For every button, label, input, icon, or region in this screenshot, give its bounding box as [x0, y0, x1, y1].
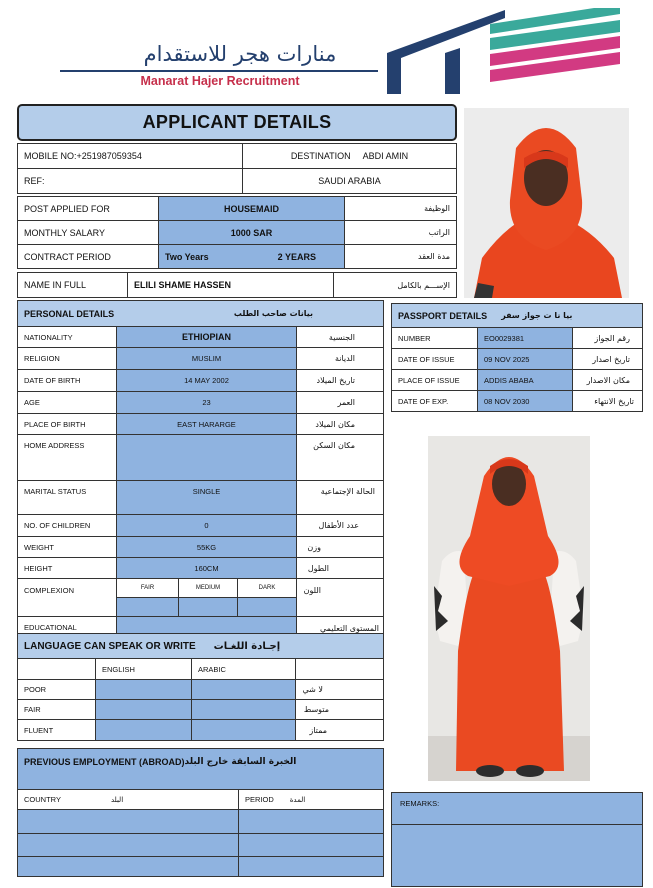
salary-value: 1000 SAR	[230, 227, 273, 238]
complexion-ar-cell	[296, 578, 384, 617]
post-label-cell	[17, 196, 159, 221]
age-value: 23	[202, 398, 211, 407]
passport-expiry-label: DATE OF EXP.	[398, 396, 449, 406]
lang-fair-label: FAIR	[24, 705, 41, 714]
destination-label: DESTINATION	[290, 151, 351, 161]
lang-poor-ar-cell	[295, 679, 384, 700]
children-label: NO. OF CHILDREN	[24, 521, 91, 530]
destination-value: ABDI AMIN	[362, 151, 409, 161]
lang-fair-ar: متوسط	[303, 705, 329, 714]
employment-country-label: COUNTRY	[24, 795, 61, 804]
complexion-fair-label: FAIR	[140, 585, 155, 591]
complexion-fair-box	[116, 597, 179, 617]
nationality-value-cell	[116, 326, 297, 348]
language-english-header	[95, 658, 192, 680]
logo-underline	[60, 70, 378, 72]
language-ar-header-cell	[295, 658, 384, 680]
nationality-ar: الجنسية	[328, 332, 355, 342]
nationality-ar-cell	[296, 326, 384, 348]
height-ar-cell	[296, 557, 384, 579]
passport-number-ar-cell	[572, 327, 643, 349]
complexion-medium-header	[178, 578, 238, 598]
passport-expiry-label-cell	[391, 390, 478, 412]
complexion-label: COMPLEXION	[24, 586, 75, 595]
education-label-cell	[17, 616, 117, 634]
passport-issue-place-label-cell	[391, 369, 478, 391]
complexion-medium-box	[178, 597, 238, 617]
lang-fair-english	[95, 699, 192, 720]
passport-header-ar: بيا نا ت جواز سفر	[501, 311, 573, 320]
mobile-number: MOBILE NO:+251987059354	[24, 151, 142, 161]
lang-fair-ar-cell	[295, 699, 384, 720]
passport-expiry-ar: تاريخ الانتهاء	[594, 396, 634, 406]
applicant-name: ELILI SHAME HASSEN	[134, 280, 232, 290]
passport-number-value-cell	[477, 327, 573, 349]
company-logo	[55, 40, 625, 95]
employment-row-2-period	[238, 833, 384, 857]
marital-label-cell	[17, 480, 117, 515]
address-label: HOME ADDRESS	[24, 441, 85, 450]
post-label: POST APPLIED FOR	[24, 203, 110, 214]
contract-ar: مدة العقد	[418, 252, 450, 261]
lang-fluent-arabic	[191, 719, 296, 741]
complexion-dark-box	[237, 597, 297, 617]
marital-ar-cell	[296, 480, 384, 515]
pob-value: EAST HARARGE	[177, 419, 236, 429]
lang-fluent-label: FLUENT	[24, 725, 54, 735]
employment-period-ar: المدة	[289, 795, 306, 804]
weight-ar: وزن	[307, 542, 321, 552]
address-ar-cell	[296, 434, 384, 481]
lang-fluent-ar-cell	[295, 719, 384, 741]
height-value-cell	[116, 557, 297, 579]
employment-header-ar: الخبرة السابقة خارج البلد	[184, 757, 297, 767]
nationality-value: ETHIOPIAN	[181, 332, 231, 342]
contract-label: CONTRACT PERIOD	[24, 251, 111, 262]
post-value-cell	[158, 196, 345, 221]
marital-label: MARITAL STATUS	[24, 487, 87, 496]
contract-value-right: 2 YEARS	[277, 251, 316, 262]
passport-number-label: NUMBER	[398, 333, 431, 343]
children-label-cell	[17, 514, 117, 537]
name-value-cell	[127, 272, 334, 298]
passport-header-text: PASSPORT DETAILS	[398, 310, 488, 321]
applicant-full-photo	[428, 436, 590, 781]
english-column-label: ENGLISH	[102, 664, 135, 674]
complexion-fair-header	[116, 578, 179, 598]
lang-poor-ar: لا شي	[302, 685, 323, 694]
passport-header	[391, 303, 643, 328]
name-ar-cell	[333, 272, 457, 298]
age-label-cell	[17, 391, 117, 414]
height-label: HEIGHT	[24, 563, 53, 573]
education-label: EDUCATIONAL	[24, 623, 77, 632]
religion-value-cell	[116, 347, 297, 370]
height-ar: الطول	[307, 563, 329, 573]
pob-ar-cell	[296, 413, 384, 435]
employment-period-label: PERIOD	[245, 795, 274, 804]
complexion-medium-label: MEDIUM	[195, 585, 221, 591]
ref-cell	[17, 168, 243, 194]
dob-ar-cell	[296, 369, 384, 392]
salary-label: MONTHLY SALARY	[24, 227, 106, 238]
age-ar: العمر	[337, 398, 355, 407]
passport-issue-date-ar: تاريخ اصدار	[592, 354, 630, 364]
remarks-label: REMARKS:	[400, 799, 440, 808]
page-title	[17, 104, 457, 141]
marital-value-cell	[116, 480, 297, 515]
employment-period-header	[238, 789, 384, 810]
address-ar: مكان السكن	[313, 441, 355, 450]
age-label: AGE	[24, 398, 40, 407]
education-value-cell	[116, 616, 297, 634]
employment-header	[17, 748, 384, 790]
ref-label: REF:	[24, 176, 45, 186]
passport-issue-place-ar: مكان الاصدار	[586, 375, 630, 385]
employment-country-header	[17, 789, 239, 810]
passport-number-label-cell	[391, 327, 478, 349]
post-value: HOUSEMAID	[223, 203, 279, 214]
complexion-ar: اللون	[303, 586, 321, 595]
employment-row-3-period	[238, 856, 384, 877]
weight-ar-cell	[296, 536, 384, 558]
employment-header-text: PREVIOUS EMPLOYMENT (ABROAD)	[24, 757, 185, 767]
lang-fluent-label-cell	[17, 719, 96, 741]
dob-label-cell	[17, 369, 117, 392]
language-header-ar: إجـادة اللغـات	[213, 640, 281, 652]
weight-label-cell	[17, 536, 117, 558]
weight-value-cell	[116, 536, 297, 558]
language-arabic-header	[191, 658, 296, 680]
language-header-text: LANGUAGE CAN SPEAK OR WRITE	[24, 640, 196, 652]
remarks-box	[391, 792, 643, 887]
marital-ar: الحالة الإجتماعية	[320, 487, 375, 496]
destination-country: SAUDI ARABIA	[318, 176, 381, 186]
complexion-label-cell	[17, 578, 117, 617]
age-ar-cell	[296, 391, 384, 414]
passport-issue-place-ar-cell	[572, 369, 643, 391]
remarks-header	[392, 793, 642, 825]
passport-issue-date-label: DATE OF ISSUE	[398, 354, 455, 364]
dob-value: 14 MAY 2002	[184, 376, 229, 385]
post-ar-cell	[344, 196, 457, 221]
passport-issue-date-label-cell	[391, 348, 478, 370]
personal-header-ar: بيانات صاحب الطلب	[233, 309, 313, 318]
height-value: 160CM	[194, 563, 219, 573]
arabic-column-label: ARABIC	[198, 664, 226, 674]
personal-header-text: PERSONAL DETAILS	[24, 308, 115, 319]
passport-expiry-value: 08 NOV 2030	[484, 396, 530, 406]
passport-issue-date-ar-cell	[572, 348, 643, 370]
passport-issue-place-label: PLACE OF ISSUE	[398, 375, 460, 385]
pob-ar: مكان الميلاد	[315, 419, 355, 429]
logo-arabic-name: منارات هجر للاستقدام	[143, 42, 337, 66]
contract-label-cell	[17, 244, 159, 269]
salary-ar-cell	[344, 220, 457, 245]
name-label: NAME IN FULL	[24, 280, 87, 290]
weight-label: WEIGHT	[24, 542, 54, 552]
post-ar: الوظيفة	[424, 204, 450, 213]
name-ar: الإســـم بالكامل	[397, 280, 450, 290]
passport-issue-date-value-cell	[477, 348, 573, 370]
language-corner-cell	[17, 658, 96, 680]
passport-number-value: EO0029381	[484, 333, 525, 343]
address-value-cell	[116, 434, 297, 481]
employment-row-3-country	[17, 856, 239, 877]
marital-value: SINGLE	[192, 487, 221, 496]
children-value-cell	[116, 514, 297, 537]
religion-ar: الديانة	[334, 354, 355, 363]
personal-details-header	[17, 300, 384, 327]
religion-value: MUSLIM	[191, 354, 222, 363]
passport-expiry-ar-cell	[572, 390, 643, 412]
passport-expiry-value-cell	[477, 390, 573, 412]
employment-row-1-period	[238, 809, 384, 834]
lang-fair-label-cell	[17, 699, 96, 720]
children-ar-cell	[296, 514, 384, 537]
education-ar-cell	[296, 616, 384, 634]
lang-fluent-ar: ممتاز	[309, 725, 327, 735]
lang-poor-arabic	[191, 679, 296, 700]
age-value-cell	[116, 391, 297, 414]
religion-ar-cell	[296, 347, 384, 370]
employment-row-1-country	[17, 809, 239, 834]
logo-english-name: Manarat Hajer Recruitment	[140, 74, 300, 88]
complexion-dark-label: DARK	[258, 585, 276, 591]
education-ar: المستوى التعليمي	[319, 624, 379, 633]
children-value: 0	[204, 521, 209, 530]
children-ar: عدد الأطفال	[318, 521, 359, 530]
address-label-cell	[17, 434, 117, 481]
passport-number-ar: رقم الجواز	[594, 333, 630, 343]
salary-value-cell	[158, 220, 345, 245]
height-label-cell	[17, 557, 117, 579]
lang-poor-label: POOR	[24, 685, 47, 694]
pob-label: PLACE OF BIRTH	[24, 419, 86, 429]
dob-label: DATE OF BIRTH	[24, 376, 81, 385]
weight-value: 55KG	[196, 542, 217, 552]
page-title-text: APPLICANT DETAILS	[142, 112, 332, 132]
contract-ar-cell	[344, 244, 457, 269]
mobile-cell	[17, 143, 243, 169]
passport-issue-place-value: ADDIS ABABA	[484, 375, 534, 385]
name-label-cell	[17, 272, 128, 298]
dob-ar: تاريخ الميلاد	[316, 376, 355, 385]
religion-label-cell	[17, 347, 117, 370]
lang-poor-label-cell	[17, 679, 96, 700]
nationality-label: NATIONALITY	[24, 332, 73, 342]
language-header	[17, 633, 384, 659]
religion-label: RELIGION	[24, 354, 60, 363]
applicant-headshot	[464, 108, 629, 298]
pob-value-cell	[116, 413, 297, 435]
employment-country-ar: البلد	[110, 795, 124, 804]
country-cell	[242, 168, 457, 194]
contract-value-left: Two Years	[165, 251, 209, 262]
logo-house-icon	[385, 8, 625, 94]
lang-poor-english	[95, 679, 192, 700]
lang-fair-arabic	[191, 699, 296, 720]
contract-value-cell	[158, 244, 345, 269]
salary-label-cell	[17, 220, 159, 245]
employment-row-2-country	[17, 833, 239, 857]
lang-fluent-english	[95, 719, 192, 741]
passport-issue-date-value: 09 NOV 2025	[484, 354, 530, 364]
complexion-dark-header	[237, 578, 297, 598]
pob-label-cell	[17, 413, 117, 435]
salary-ar: الراتب	[428, 228, 450, 237]
destination-cell	[242, 143, 457, 169]
passport-issue-place-value-cell	[477, 369, 573, 391]
dob-value-cell	[116, 369, 297, 392]
nationality-label-cell	[17, 326, 117, 348]
